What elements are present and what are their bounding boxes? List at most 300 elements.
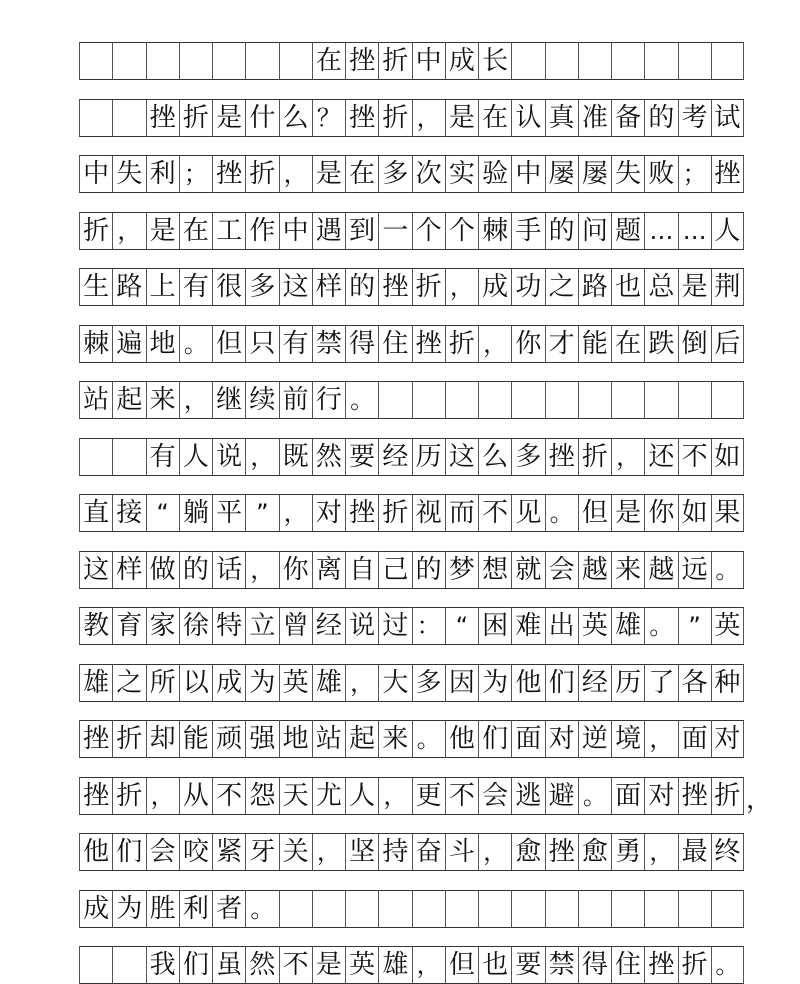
essay-line-cell: 挫	[79, 777, 112, 815]
essay-line-cell	[478, 381, 511, 419]
essay-line-cell: 梦	[445, 551, 478, 589]
essay-line-cell: 人	[345, 777, 378, 815]
essay-line-cell: 的	[345, 268, 378, 306]
essay-line-cell: 会	[146, 833, 179, 871]
title-cell	[578, 42, 611, 80]
essay-line-cell: 避	[545, 777, 578, 815]
essay-line-cell: 折	[378, 494, 411, 532]
essay-line-cell: …	[678, 212, 711, 250]
essay-line-cell: 验	[478, 155, 511, 193]
essay-line-cell: 关	[279, 833, 312, 871]
essay-line-cell: 能	[179, 720, 212, 758]
essay-line-cell: 折	[445, 325, 478, 363]
essay-line-cell: 的	[545, 212, 578, 250]
essay-line-cell: 是	[212, 99, 245, 137]
essay-line-cell: 。	[412, 720, 445, 758]
essay-line-cell: 雄	[79, 664, 112, 702]
title-cell	[245, 42, 278, 80]
essay-line-cell: 挫	[79, 720, 112, 758]
essay-line-cell: 棘	[478, 212, 511, 250]
essay-line-cell	[545, 381, 578, 419]
essay-line-cell	[578, 890, 611, 928]
title-cell: 在	[312, 42, 345, 80]
essay-line-cell: 次	[412, 155, 445, 193]
essay-line-cell: 。	[644, 607, 677, 645]
essay-line-cell: 挫	[412, 325, 445, 363]
essay-line-cell	[545, 890, 578, 928]
essay-line-cell: 斗	[445, 833, 478, 871]
essay-line-cell: 站	[312, 720, 345, 758]
essay-line-cell: 样	[112, 551, 145, 589]
essay-line-cell: 直	[79, 494, 112, 532]
essay-line-cell: 见	[511, 494, 544, 532]
essay-line-cell: 立	[245, 607, 278, 645]
essay-line-cell: 对	[711, 720, 744, 758]
essay-line-cell: 家	[146, 607, 179, 645]
essay-line-cell: 坚	[345, 833, 378, 871]
essay-line-cell: ，	[478, 325, 511, 363]
title-cell: 挫	[345, 42, 378, 80]
essay-line-cell: 境	[611, 720, 644, 758]
essay-line-cell: 是	[611, 494, 644, 532]
essay-line-cell: ，	[412, 946, 445, 984]
essay-line-cell: 挫	[345, 494, 378, 532]
essay-line-cell: 对	[644, 777, 677, 815]
essay-line-cell	[112, 99, 145, 137]
essay-line-cell	[478, 890, 511, 928]
essay-line-cell: 为	[245, 664, 278, 702]
essay-line-cell: 胜	[146, 890, 179, 928]
essay-line-cell: 才	[545, 325, 578, 363]
essay-line-cell: 。	[711, 946, 744, 984]
essay-line-cell: 什	[245, 99, 278, 137]
essay-line-cell: 工	[212, 212, 245, 250]
essay-line-cell: 人	[179, 438, 212, 476]
essay-line-cell: 来	[611, 551, 644, 589]
title-cell	[711, 42, 744, 80]
essay-line-cell: 有	[146, 438, 179, 476]
essay-line-cell: 在	[179, 212, 212, 250]
essay-line-cell: 得	[578, 946, 611, 984]
essay-line	[79, 494, 744, 532]
essay-line-cell: 英	[279, 664, 312, 702]
essay-line	[79, 890, 744, 928]
essay-line-cell: 准	[578, 99, 611, 137]
title-cell	[279, 42, 312, 80]
essay-line-cell: 禁	[312, 325, 345, 363]
essay-line-cell	[511, 381, 544, 419]
essay-line-cell: 认	[511, 99, 544, 137]
essay-line-cell	[511, 890, 544, 928]
essay-line-cell: 起	[345, 720, 378, 758]
title-cell	[112, 42, 145, 80]
title-cell	[545, 42, 578, 80]
essay-line-cell: 咬	[179, 833, 212, 871]
essay-line-cell: 是	[312, 946, 345, 984]
essay-line-cell: 人	[711, 212, 744, 250]
essay-line-cell: 特	[212, 607, 245, 645]
essay-line-cell: 挫	[545, 438, 578, 476]
essay-line-cell: 样	[312, 268, 345, 306]
essay-line-cell: 个	[412, 212, 445, 250]
essay-line	[79, 99, 744, 137]
essay-line-cell: 作	[245, 212, 278, 250]
essay-line-cell: 要	[511, 946, 544, 984]
essay-line-cell: 不	[678, 438, 711, 476]
essay-line-cell: 经	[312, 607, 345, 645]
essay-line-cell: 想	[478, 551, 511, 589]
essay-line-cell	[79, 946, 112, 984]
essay-line-cell: 逃	[511, 777, 544, 815]
essay-line-cell: 的	[179, 551, 212, 589]
essay-line-cell: 从	[179, 777, 212, 815]
essay-line	[79, 325, 744, 363]
essay-line-cell: 续	[245, 381, 278, 419]
essay-line-cell: 历	[611, 664, 644, 702]
essay-line-cell: 所	[146, 664, 179, 702]
essay-line-cell: 经	[378, 438, 411, 476]
essay-line-cell: 挫	[545, 833, 578, 871]
essay-line-cell: 逆	[578, 720, 611, 758]
title-cell: 中	[412, 42, 445, 80]
essay-line-cell: 这	[445, 438, 478, 476]
essay-line-cell: 败	[644, 155, 677, 193]
essay-line-cell: 了	[644, 664, 677, 702]
essay-line-cell: 愈	[511, 833, 544, 871]
essay-line-cell: 折	[711, 777, 744, 815]
essay-line-cell: 为	[112, 890, 145, 928]
essay-line-cell: 以	[179, 664, 212, 702]
essay-line-cell: 失	[611, 155, 644, 193]
essay-line-cell	[312, 890, 345, 928]
essay-line-cell: 荆	[711, 268, 744, 306]
essay-line-cell: 对	[545, 720, 578, 758]
essay-line-cell: 。	[711, 551, 744, 589]
essay-line-cell: 他	[79, 833, 112, 871]
essay-line-cell: 做	[146, 551, 179, 589]
essay-line-cell: 不	[212, 777, 245, 815]
essay-line-cell: 育	[112, 607, 145, 645]
title-cell: 长	[478, 42, 511, 80]
essay-line-cell: 出	[545, 607, 578, 645]
essay-line-cell: ，	[279, 494, 312, 532]
essay-line-cell: ：	[412, 607, 445, 645]
essay-line-cell: 经	[578, 664, 611, 702]
essay-line-cell: 视	[412, 494, 445, 532]
essay-line-cell: 天	[279, 777, 312, 815]
essay-line-cell: 住	[611, 946, 644, 984]
essay-line-cell: 对	[312, 494, 345, 532]
essay-line-cell: 不	[279, 946, 312, 984]
essay-line-cell: 是	[678, 268, 711, 306]
essay-line-cell: ，	[279, 155, 312, 193]
essay-line-cell: 过	[378, 607, 411, 645]
essay-line-cell: ；	[678, 155, 711, 193]
essay-line-cell: 者	[212, 890, 245, 928]
essay-line	[79, 438, 744, 476]
essay-line-cell: 多	[378, 155, 411, 193]
essay-line-cell: 奋	[412, 833, 445, 871]
essay-line-cell: 但	[578, 494, 611, 532]
essay-line-cell: 们	[179, 946, 212, 984]
essay-line-cell: 折	[678, 946, 711, 984]
essay-line	[79, 381, 744, 419]
essay-line-cell: 你	[511, 325, 544, 363]
essay-line-cell: 只	[245, 325, 278, 363]
essay-line-cell: 他	[445, 720, 478, 758]
essay-line-cell	[279, 890, 312, 928]
essay-line-cell: 起	[112, 381, 145, 419]
essay-line-cell: 折	[412, 268, 445, 306]
essay-line-cell: ，	[245, 438, 278, 476]
essay-line-cell: 折	[245, 155, 278, 193]
essay-line-cell: 也	[611, 268, 644, 306]
essay-line-cell: 上	[146, 268, 179, 306]
essay-line-cell: 说	[345, 607, 378, 645]
essay-line-cell: 住	[378, 325, 411, 363]
essay-line-cell: 生	[79, 268, 112, 306]
essay-line-cell	[611, 381, 644, 419]
title-cell	[212, 42, 245, 80]
essay-line-cell: 雄	[312, 664, 345, 702]
essay-line-cell: ；	[179, 155, 212, 193]
title-row	[79, 42, 744, 80]
essay-line-cell: 是	[312, 155, 345, 193]
essay-line-cell: 。	[578, 777, 611, 815]
essay-line	[79, 777, 744, 815]
essay-line-cell: 雄	[611, 607, 644, 645]
essay-line-cell: 困	[478, 607, 511, 645]
essay-line-cell: 真	[545, 99, 578, 137]
title-cell	[179, 42, 212, 80]
essay-line-cell: 们	[478, 720, 511, 758]
essay-line	[79, 720, 744, 758]
essay-line-cell: 路	[578, 268, 611, 306]
essay-line-cell: 在	[345, 155, 378, 193]
essay-line-cell: 说	[212, 438, 245, 476]
essay-line-cell: 挫	[711, 155, 744, 193]
essay-line-cell: 面	[611, 777, 644, 815]
essay-line-cell: ？	[312, 99, 345, 137]
essay-line-cell	[378, 890, 411, 928]
essay-line-cell	[678, 890, 711, 928]
essay-line-cell	[711, 381, 744, 419]
essay-line-cell: 跌	[644, 325, 677, 363]
essay-line-cell: 得	[345, 325, 378, 363]
essay-line-cell: 个	[445, 212, 478, 250]
essay-line-cell: 各	[678, 664, 711, 702]
essay-line-cell: 们	[545, 664, 578, 702]
essay-line-cell: 顽	[212, 720, 245, 758]
essay-line-cell: 能	[578, 325, 611, 363]
essay-line-cell	[79, 438, 112, 476]
essay-line	[79, 607, 744, 645]
essay-line-cell: 离	[312, 551, 345, 589]
essay-line-cell: 手	[511, 212, 544, 250]
essay-line-cell: 面	[511, 720, 544, 758]
title-cell	[611, 42, 644, 80]
essay-line-cell: 因	[445, 664, 478, 702]
essay-line-cell: 却	[146, 720, 179, 758]
essay-line-cell: ，	[378, 777, 411, 815]
essay-line-cell: 果	[711, 494, 744, 532]
essay-line-cell: 要	[345, 438, 378, 476]
essay-line-cell: 的	[412, 551, 445, 589]
title-cell	[79, 42, 112, 80]
essay-line-cell: 禁	[545, 946, 578, 984]
essay-line-cell	[79, 99, 112, 137]
essay-line-cell: 然	[312, 438, 345, 476]
essay-line-cell: 中	[511, 155, 544, 193]
essay-line-cell: 会	[545, 551, 578, 589]
essay-line-cell: ，	[345, 664, 378, 702]
essay-line-cell: 英	[711, 607, 744, 645]
essay-line-cell	[678, 381, 711, 419]
essay-line-cell: 己	[378, 551, 411, 589]
essay-line	[79, 155, 744, 193]
essay-line-cell: 折	[112, 720, 145, 758]
essay-line-cell: 多	[245, 268, 278, 306]
essay-line-cell: 雄	[378, 946, 411, 984]
essay-line-cell: 自	[345, 551, 378, 589]
essay-line-cell: 越	[578, 551, 611, 589]
essay-line-cell	[578, 381, 611, 419]
essay-line-cell: 终	[711, 833, 744, 871]
essay-line	[79, 664, 744, 702]
essay-line	[79, 268, 744, 306]
essay-line-cell: 尤	[312, 777, 345, 815]
essay-line-cell: 路	[112, 268, 145, 306]
essay-line-cell: 遇	[312, 212, 345, 250]
essay-line-cell: 你	[279, 551, 312, 589]
essay-line	[79, 833, 744, 871]
essay-line-cell: 前	[279, 381, 312, 419]
essay-line-cell: 折	[79, 212, 112, 250]
essay-line-cell: 他	[511, 664, 544, 702]
essay-line-cell: 挫	[345, 99, 378, 137]
essay-line	[79, 212, 744, 250]
essay-line-cell: 教	[79, 607, 112, 645]
title-cell	[146, 42, 179, 80]
essay-line-cell: 历	[412, 438, 445, 476]
essay-line-cell: ，	[312, 833, 345, 871]
essay-line-cell: 。	[345, 381, 378, 419]
essay-line-cell: 来	[146, 381, 179, 419]
essay-line-cell: ，	[611, 438, 644, 476]
essay-line-cell: 面	[678, 720, 711, 758]
essay-line-cell: 的	[644, 99, 677, 137]
essay-line-cell: 曾	[279, 607, 312, 645]
essay-line-cell: 功	[511, 268, 544, 306]
essay-line-cell: ”	[678, 607, 711, 645]
essay-line-cell: 题	[611, 212, 644, 250]
essay-line-cell: 英	[578, 607, 611, 645]
essay-line-cell: ，	[445, 268, 478, 306]
essay-line-cell: 考	[678, 99, 711, 137]
essay-line-cell: 成	[79, 890, 112, 928]
essay-line-cell: 。	[545, 494, 578, 532]
essay-line-cell: 徐	[179, 607, 212, 645]
essay-line-cell: 还	[644, 438, 677, 476]
essay-line-cell: 。	[179, 325, 212, 363]
essay-line-cell: 强	[245, 720, 278, 758]
essay-line-cell	[412, 890, 445, 928]
essay-line-cell: 之	[112, 664, 145, 702]
essay-line-cell: 中	[79, 155, 112, 193]
essay-line-cell: 更	[412, 777, 445, 815]
essay-line-cell: 你	[644, 494, 677, 532]
essay-line-cell: 话	[212, 551, 245, 589]
essay-line-cell: 问	[578, 212, 611, 250]
essay-line-cell: 么	[279, 99, 312, 137]
essay-line-cell: “	[146, 494, 179, 532]
essay-line-cell: ，	[112, 212, 145, 250]
essay-line-cell: 多	[412, 664, 445, 702]
essay-line-cell	[112, 438, 145, 476]
essay-line-cell: ，	[146, 777, 179, 815]
essay-line-cell: 如	[711, 438, 744, 476]
essay-line-cell: 不	[478, 494, 511, 532]
essay-line-cell	[345, 890, 378, 928]
essay-line	[79, 946, 744, 984]
essay-line-cell: 么	[478, 438, 511, 476]
essay-line-cell: 挫	[644, 946, 677, 984]
essay-line-cell: 。	[245, 890, 278, 928]
essay-line-cell: 折	[378, 99, 411, 137]
essay-line-cell: 遍	[112, 325, 145, 363]
essay-line-cell: 挫	[678, 777, 711, 815]
essay-line-cell: 英	[345, 946, 378, 984]
essay-line-cell: 种	[711, 664, 744, 702]
essay-line-cell: 也	[478, 946, 511, 984]
essay-line-cell: 但	[445, 946, 478, 984]
essay-line-cell: 到	[345, 212, 378, 250]
essay-line-cell: 后	[711, 325, 744, 363]
title-cell: 成	[445, 42, 478, 80]
essay-line-cell: 怨	[245, 777, 278, 815]
essay-line-cell: ，	[245, 551, 278, 589]
essay-line-cell: 有	[179, 268, 212, 306]
essay-line-cell: 总	[644, 268, 677, 306]
essay-line-cell: 我	[146, 946, 179, 984]
essay-line-cell: 很	[212, 268, 245, 306]
essay-line-cell: 在	[611, 325, 644, 363]
margin-punctuation: ，	[746, 784, 773, 815]
essay-line-cell: ，	[644, 833, 677, 871]
title-cell	[511, 42, 544, 80]
essay-line-cell: 利	[146, 155, 179, 193]
essay-line-cell: 难	[511, 607, 544, 645]
essay-line-cell: 一	[378, 212, 411, 250]
essay-line-cell: ，	[412, 99, 445, 137]
essay-line-cell: ”	[245, 494, 278, 532]
essay-line-cell: 不	[445, 777, 478, 815]
essay-line-cell	[445, 381, 478, 419]
essay-line-cell: 试	[711, 99, 744, 137]
essay-line-cell: 会	[478, 777, 511, 815]
essay-line-cell: 是	[146, 212, 179, 250]
essay-line-cell: …	[644, 212, 677, 250]
essay-line-cell: 而	[445, 494, 478, 532]
essay-line-cell: 折	[179, 99, 212, 137]
essay-line-cell: 就	[511, 551, 544, 589]
essay-line-cell: 备	[611, 99, 644, 137]
essay-line-cell: 在	[478, 99, 511, 137]
essay-line	[79, 551, 744, 589]
essay-line-cell: 越	[644, 551, 677, 589]
essay-line-cell: 屡	[578, 155, 611, 193]
essay-line-cell	[644, 381, 677, 419]
